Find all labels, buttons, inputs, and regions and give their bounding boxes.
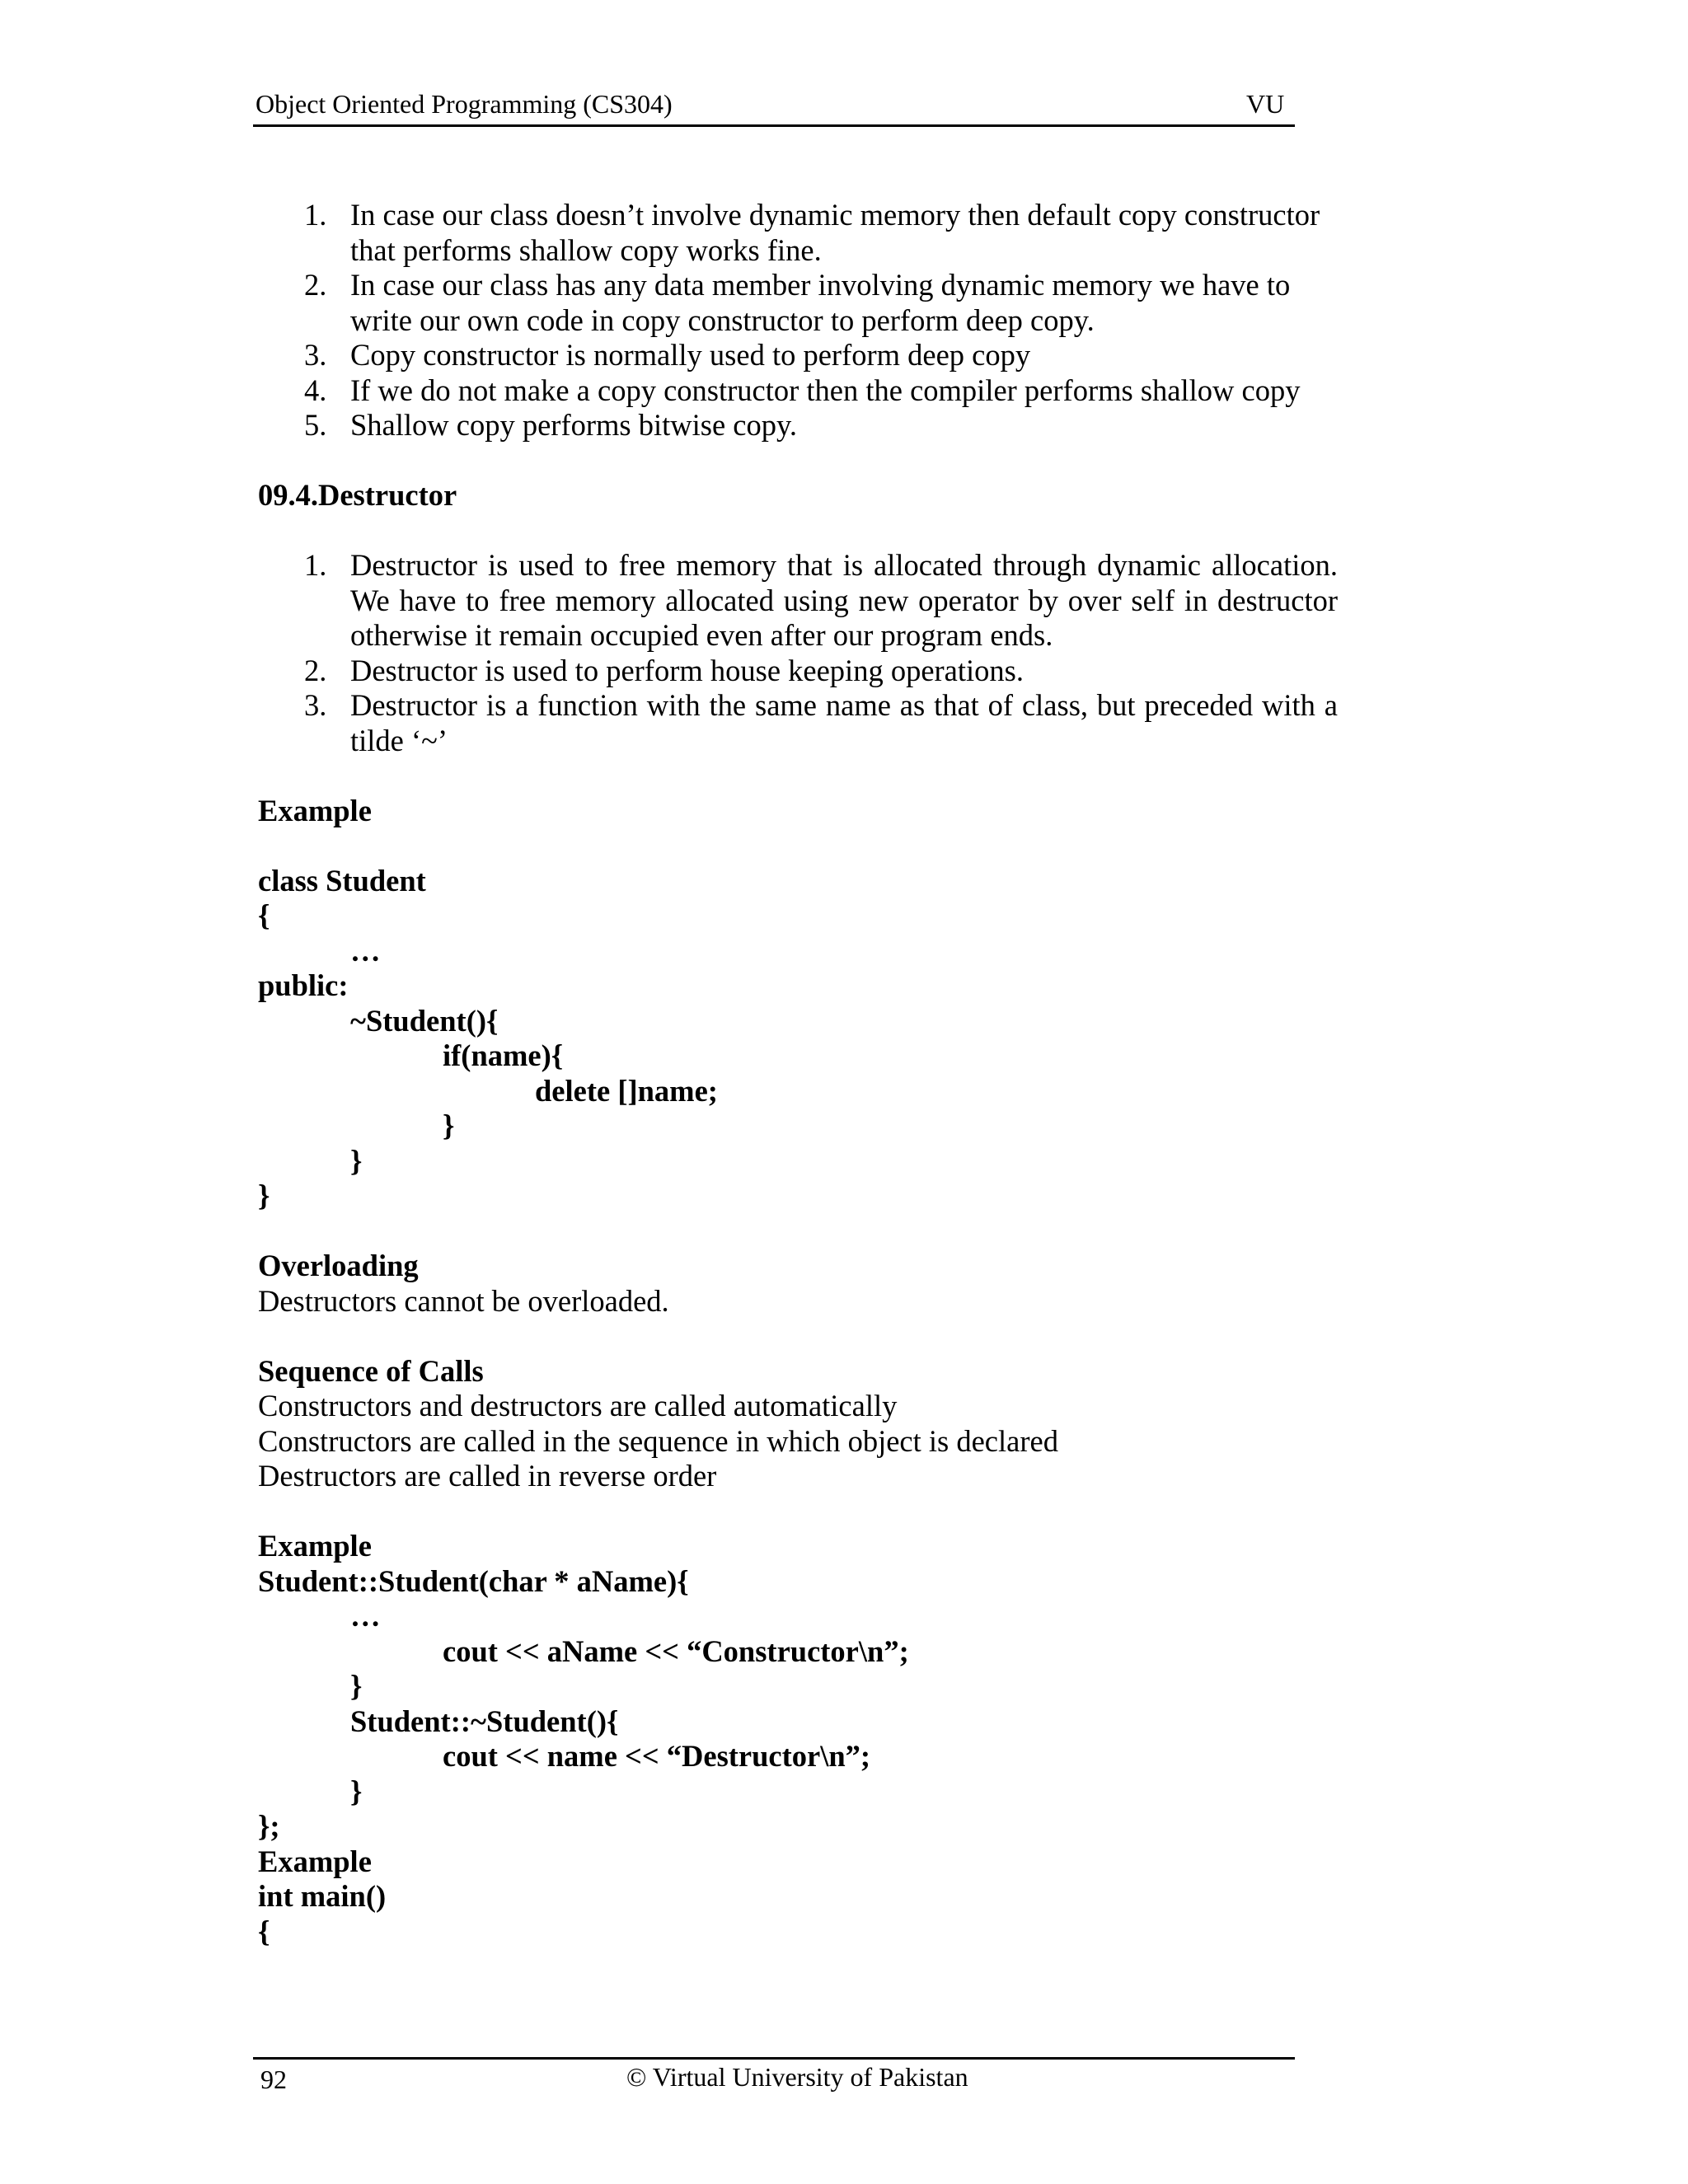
list-item: 3. Destructor is a function with the same name as that of class, but preceded with a tilde ‘~’ bbox=[304, 688, 1338, 757]
header-institution: VU bbox=[1246, 89, 1285, 119]
example-heading: Example bbox=[258, 1529, 372, 1563]
overloading-text: Destructors cannot be overloaded. bbox=[258, 1283, 669, 1318]
page-number: 92 bbox=[260, 2064, 287, 2094]
code-line: … bbox=[350, 1599, 381, 1633]
list-item: 4. If we do not make a copy constructor then the compiler performs shallow copy bbox=[304, 373, 1301, 407]
list-item: 2. In case our class has any data member involving dynamic memory we have to write our own code in copy constructor to perform deep copy. bbox=[304, 268, 1291, 337]
code-block-destructor bbox=[258, 864, 1338, 1214]
code-line: cout << aName << “Constructor\n”; bbox=[443, 1633, 909, 1668]
code-line: Student::~Student(){ bbox=[350, 1704, 619, 1738]
example-heading: Example bbox=[258, 793, 372, 827]
code-line: } bbox=[443, 1108, 455, 1142]
code-line: public: bbox=[258, 968, 349, 1002]
list-item: 1. In case our class doesn’t involve dynamic memory then default copy constructor that performs shallow copy works fine. bbox=[304, 198, 1320, 267]
list-item: 2. Destructor is used to perform house keeping operations. bbox=[304, 653, 1024, 687]
code-line: } bbox=[258, 1179, 270, 1212]
list-item: 5. Shallow copy performs bitwise copy. bbox=[304, 408, 797, 442]
code-line: } bbox=[350, 1669, 363, 1703]
overloading-heading: Overloading bbox=[258, 1249, 419, 1282]
sequence-line: Destructors are called in reverse order bbox=[258, 1459, 717, 1493]
code-line: delete []name; bbox=[535, 1073, 718, 1108]
list-item: 3. Copy constructor is normally used to perform deep copy bbox=[304, 338, 1031, 372]
code-line: … bbox=[350, 933, 381, 968]
list-item: 1. Destructor is used to free memory that is allocated through dynamic allocation. We have to free memory allocated using new operator by over self in destructor otherwise it remain occupied even after our program ends. bbox=[304, 548, 1338, 652]
footer-copyright: © Virtual University of Pakistan bbox=[626, 2062, 968, 2092]
page-body bbox=[258, 198, 1338, 1949]
example-heading: Example bbox=[258, 1844, 372, 1878]
header-course-title: Object Oriented Programming (CS304) bbox=[256, 89, 673, 119]
code-line: }; bbox=[258, 1809, 280, 1843]
code-line: { bbox=[258, 1914, 270, 1948]
code-line: } bbox=[350, 1143, 363, 1178]
footer-rule bbox=[253, 2057, 1295, 2060]
code-line: class Student bbox=[258, 863, 426, 898]
code-block-sequence bbox=[258, 1564, 1338, 1844]
code-line: { bbox=[258, 898, 270, 932]
code-line: ~Student(){ bbox=[350, 1003, 499, 1038]
code-line: Student::Student(char * aName){ bbox=[258, 1563, 689, 1598]
sequence-heading: Sequence of Calls bbox=[258, 1353, 484, 1388]
copy-constructor-list bbox=[258, 198, 1338, 443]
section-heading-destructor: 09.4.Destructor bbox=[258, 478, 457, 512]
code-line: cout << name << “Destructor\n”; bbox=[443, 1739, 871, 1773]
destructor-list bbox=[258, 548, 1338, 758]
code-line: } bbox=[350, 1774, 363, 1808]
code-line: int main() bbox=[258, 1879, 387, 1913]
header-rule bbox=[253, 124, 1295, 127]
code-block-main bbox=[258, 1879, 1338, 1949]
sequence-line: Constructors and destructors are called automatically bbox=[258, 1389, 898, 1422]
sequence-line: Constructors are called in the sequence in which object is declared bbox=[258, 1423, 1058, 1458]
code-line: if(name){ bbox=[443, 1038, 564, 1072]
